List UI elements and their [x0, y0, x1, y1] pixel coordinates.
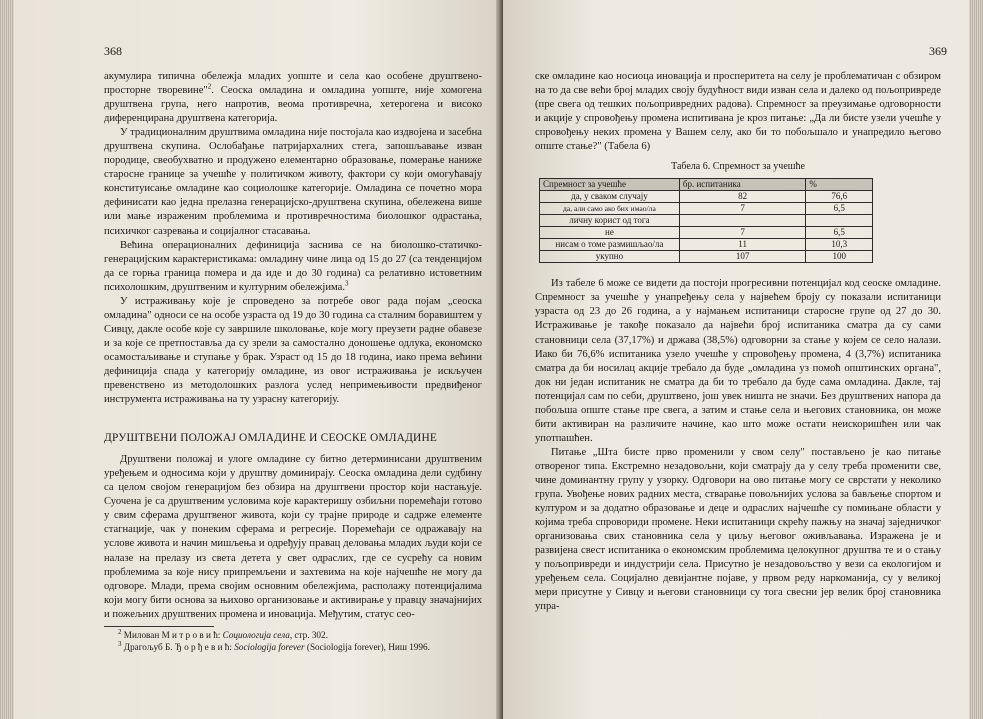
- table-cell: 7: [679, 227, 806, 239]
- table-row: [540, 215, 873, 227]
- table-cell: 10,3: [806, 239, 873, 251]
- paragraph: У истраживању које је спроведено за потребе овог рада појам „сеоска омладина" односи се на особе узраста од 19 до 30 година са сталним боравиштем у Сивцу, дакле особе које су завршиле школовање, које могу преузети радне обавезе и за које се претпоставља да су зрели за самостално доношење одлука, економско осамостаљивање и ступање у брак. Узраст од 15 до 18 година, иако према већини дефиниција спада у категорију омладине, из овог истраживања је искључен превенствено из методолошких разлога услед непримењивости предвиђеног инструмента истраживања на ту узрасну категорију.: [104, 295, 482, 406]
- paragraph: У традиционалним друштвима омладина није постојала као издвојена и засебна друштвена скупина. Ослобађање патријархалних стега, запошљавање изван породице, свеобухватно и продужено елементарно образовање, померање наниже старосне границе за учешће у политичком животу, фактори су који омогућавају конституисање омладине као социолошке категорије. Омладина се почетно мора дефинисати као једна прелазна генерацијско-друштвена скупина, обележена више или мање израженим проблемима и противречностима биолошког одрастања, психичког сазревања и социјалног стасавања.: [104, 127, 482, 237]
- table-cell: да, али само ако бих имао/ла: [540, 203, 680, 215]
- page-number-left: 368: [104, 44, 122, 58]
- page-left: [14, 0, 500, 719]
- right-page-body: [535, 70, 941, 614]
- footnote-ref: 3: [344, 279, 349, 288]
- table-cell: 107: [679, 251, 806, 263]
- table-cell: не: [540, 227, 680, 239]
- paragraph: Друштвени положај и улоге омладине су битно детерминисани друштвеним уређењем и односима који у друштву доминирају. Сеоска омладина дели судбину са целом својом генерацијом без обзира на друштвени простор који настањује. Суочена је са друштвеним условима које карактеришу озбиљни поремећаји готово у свим сферама друштвеног живота, који су трајне природе и садрже елементе стагнације, чак у понеким сферама и регресије. Поремећаји се одражавају на услове живота и начин мишљења и одређују правац деловања младих људи који се налазе на прелазу из света детета у свет одраслих, где се сусрећу са новим проблемима за које нису припремљени и захтевима на које најчешће не могу да одговоре. Млади, према својим основним обележјима, располажу потенцијалима који могу бити основа за њихово организовање и активирање у правцу значајнијих и пожељних друштвених промена и иновација. Међутим, статус сео-: [104, 454, 482, 620]
- page-edge-right: [969, 0, 983, 719]
- table-header-row: [540, 179, 873, 191]
- paragraph: Питање „Шта бисте прво променили у свом селу" постављено је као питање отвореног типа. Екстремно незадовољни, који сматрају да у селу треба променити све, чине доминантну групу у узорку. Одговори на ово питање могу се сврстати у неколико група. Увођење нових радних места, стварање повољнијих услова за бављење спортом и културом и за додатно образовање и деце и одраслих најчешће су помињане области у којима треба спровориди промене. Неки испитаници скрећу пажњу на значај заједничког организовања свих становника села у циљу његовог оживљавања. Изражена је и развијена свест испитаника о економским проблемима целокупног друштва те и о стању у пољопривреди и индустрији села. Присутно је незадовољство у вези са екологијом и уређењем села. Социјално девијантне појаве, у првом реду наркоманија, су у великој мери присутне у Сивцу и његови становници су тога свесни јер велик број становника упра-: [535, 446, 941, 613]
- table-cell: 11: [679, 239, 806, 251]
- table-cell: 7: [679, 203, 806, 215]
- table-header-cell: %: [806, 179, 873, 191]
- table-row: [540, 203, 873, 215]
- table-cell: 76,6: [806, 191, 873, 203]
- footnote-rest: (Sociologija forever), Ниш 1996.: [304, 641, 430, 652]
- footnote-title: Социологија села: [222, 629, 290, 640]
- table-cell: укупно: [540, 251, 680, 263]
- table-cell: нисам о томе размишљао/ла: [540, 239, 680, 251]
- footnote-title: Sociologija forever: [234, 641, 305, 652]
- footnotes: [104, 629, 482, 653]
- table-cell: [806, 215, 873, 227]
- table-header-cell: бр. испитаника: [679, 179, 806, 191]
- footnote-number: 2: [118, 627, 122, 636]
- table-body: [540, 191, 873, 263]
- page-edge-left: [0, 0, 14, 719]
- paragraph: Већина операционалних дефиниција заснива се на биолошко-статичко-генерацијским карактеристикама: омладину чине лица од 15 до 27 (са тенденцијом да се горња граница помера и да иде и до 30 година) са релативно истоветним психолошким, друштвеним и културним обележјима.$^3$: [104, 239, 482, 293]
- table-row: [540, 227, 873, 239]
- footnote-ref: 2: [207, 82, 212, 91]
- table-6: [539, 178, 873, 263]
- paragraph: Из табеле 6 може се видети да постоји прогресивни потенцијал код сеоске омладине. Спремност за учешће у унапређењу села у највећем броју су показали испитаници узраста од 23 до 26 година, а у најмањем испитаници старосне групе од 27 до 30. Истраживање је такође показало да највећи број испитаника сматра да су сами становници села (37,17%) и држава (38,5%) одговорни за стање у којем се село налази. Иако би 76,6% испитаника узело учешће у спровођењу промена, 4 (3,7%) испитаника сматра да би носилац акције требало да буде „омладина уз помоћ општинских органа", док ни један испитаник не сматра да би то требало да буде сама омладина. Дакле, тај потенцијал сам по себи, друштвено, још увек ништа не значи. Без друштвених напора да побољша опште стање пре свега, а затим и стање села и његових становника, он може бити активиран на различите начине, као што може остати неискоришћен или чак употпашћен.: [535, 278, 941, 444]
- table-row: [540, 191, 873, 203]
- page-number-right: 369: [929, 44, 947, 58]
- page-right: [503, 0, 969, 719]
- table-cell: 82: [679, 191, 806, 203]
- table-row: [540, 239, 873, 251]
- left-page-body: [104, 70, 482, 653]
- table-cell: 6,5: [806, 227, 873, 239]
- footnote: [104, 629, 482, 641]
- table-cell: да, у сваком случају: [540, 191, 680, 203]
- footnote-author: Милован М и т р о в и ћ:: [123, 629, 223, 640]
- footnote-number: 3: [118, 639, 122, 648]
- table-cell: 100: [806, 251, 873, 263]
- footnote-rule: [104, 626, 214, 627]
- table-header-cell: Спремност за учешће: [540, 179, 680, 191]
- section-heading: ДРУШТВЕНИ ПОЛОЖАЈ ОМЛАДИНЕ И СЕОСКЕ ОМЛАДИНЕ: [104, 432, 438, 445]
- table-row: [540, 251, 873, 263]
- paragraph: ске омладине као носиоца иновација и просперитета на селу је проблематичан с обзиром на то да све већи број младих своју будућност види изван села и далеко од пољопривреде (пре свега од тешких пољопривредних радова). Спремност за преузимање одговорности и акције у спровођењу промена испитивана је кроз питање: „Да ли бисте узели учешће у спровођењу неких промена у Вашем селу, ако би то побољшало и унапредило његово опште стање?" (Табела 6): [535, 71, 941, 153]
- table-cell: [679, 215, 806, 227]
- table-cell: личну корист од тога: [540, 215, 680, 227]
- footnote: [104, 641, 482, 653]
- table-caption: Табела 6. Спремност за учешће: [671, 161, 805, 173]
- footnote-author: Драгољуб Б. Ђ о р ђ е в и ћ:: [123, 641, 235, 652]
- table-cell: 6,5: [806, 203, 873, 215]
- footnote-rest: , стр. 302.: [289, 629, 328, 640]
- paragraph: акумулира типична обележја младих уопште и села као особене друштвено-просторне творевине"$^2$. Сеоска омладина и омладина уопште, није хомогена друштвена група, него напротив, веома противречна, хетерогена и високо диференцирана друштвена категорија.: [104, 71, 482, 125]
